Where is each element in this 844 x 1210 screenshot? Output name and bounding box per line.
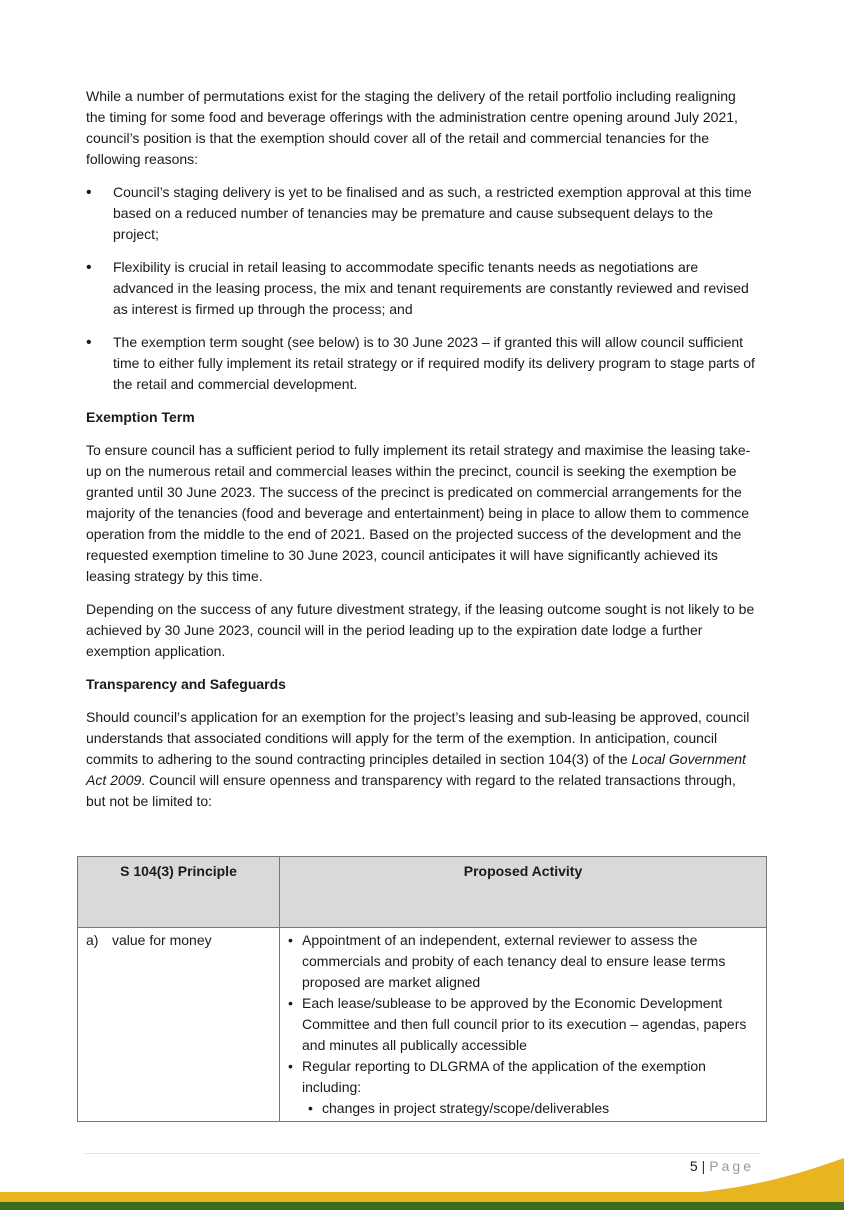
reasons-list [86, 182, 758, 395]
principle-cell [78, 928, 280, 1122]
list-item: • Council’s staging delivery is yet to be finalised and as such, a restricted exemption approval at this time based on a reduced number of tenancies may be premature and cause subsequent delays to the project; [86, 182, 758, 245]
table-header-row [78, 857, 767, 928]
exemption-term-heading: Exemption Term [86, 409, 195, 425]
list-item: • Appointment of an independent, external reviewer to assess the commercials and probity of each tenancy deal to ensure lease terms proposed are market aligned [288, 930, 758, 993]
principles-table [77, 856, 767, 1122]
list-item: • Each lease/sublease to be approved by the Economic Development Committee and then full council prior to its execution – agendas, papers and minutes all publically accessible [288, 993, 758, 1056]
page-body [86, 86, 758, 824]
transparency-paragraph [86, 707, 758, 812]
transparency-heading: Transparency and Safeguards [86, 676, 286, 692]
activity-text: Regular reporting to DLGRMA of the application of the exemption including: [302, 1058, 706, 1095]
page-label: Page [709, 1158, 754, 1174]
list-item: • changes in project strategy/scope/deliverables [308, 1098, 758, 1119]
green-footer-bar [0, 1202, 844, 1210]
table-row [78, 928, 767, 1122]
transparency-text-start: Should council’s application for an exemption for the project’s leasing and sub-leasing be approved, council understands that associated conditions will apply for the term of the exemption. In anticipation, council commits to adhering to the sound contracting principles detailed in section 104(3) of the [86, 709, 750, 767]
page-number-value: 5 [689, 1158, 698, 1174]
exemption-term-paragraph-1: To ensure council has a sufficient period to fully implement its retail strategy and maximise the leasing take-up on the numerous retail and commercial leases within the precinct, council is seeking the exemption be granted until 30 June 2023. The success of the precinct is predicated on commercial arrangements for the majority of the tenancies (food and beverage and entertainment) being in place to allow them to commence operation from the middle to the end of 2021. Based on the projected success of the development and the requested exemption timeline to 30 June 2023, council anticipates it will have significantly achieved its leasing strategy by this time. [86, 442, 751, 584]
principle-column-header: S 104(3) Principle [78, 857, 280, 928]
transparency-text-end: . Council will ensure openness and transparency with regard to the related transactions through, but not be limited to: [86, 772, 736, 809]
activity-list [288, 930, 758, 1119]
act-title: Local Government Act 2009 [86, 751, 746, 788]
intro-paragraph: While a number of permutations exist for the staging the delivery of the retail portfolio including realigning the timing for some food and beverage offerings with the administration centre opening around July 2021, council’s position is that the exemption should cover all of the retail and commercial tenancies for the following reasons: [86, 88, 738, 167]
activity-cell [280, 928, 767, 1122]
list-item: • The exemption term sought (see below) is to 30 June 2023 – if granted this will allow council sufficient time to either fully implement its retail strategy or if required modify its delivery program to stage parts of the retail and commercial development. [86, 332, 758, 395]
exemption-term-paragraph-2: Depending on the success of any future divestment strategy, if the leasing outcome sought is not likely to be achieved by 30 June 2023, council will in the period leading up to the expiration date lodge a further exemption application. [86, 601, 755, 659]
page-number-separator: | [701, 1158, 706, 1174]
sub-activity-list [302, 1098, 758, 1119]
list-item [288, 1056, 758, 1119]
list-item: • Flexibility is crucial in retail leasing to accommodate specific tenants needs as negotiations are advanced in the leasing process, the mix and tenant requirements are constantly reviewed and revised as interest is firmed up through the process; and [86, 257, 758, 320]
principle-name: value for money [112, 932, 212, 948]
activity-column-header: Proposed Activity [280, 857, 767, 928]
principle-letter: a) [86, 932, 99, 948]
footer-swoosh-graphic [0, 1140, 844, 1210]
